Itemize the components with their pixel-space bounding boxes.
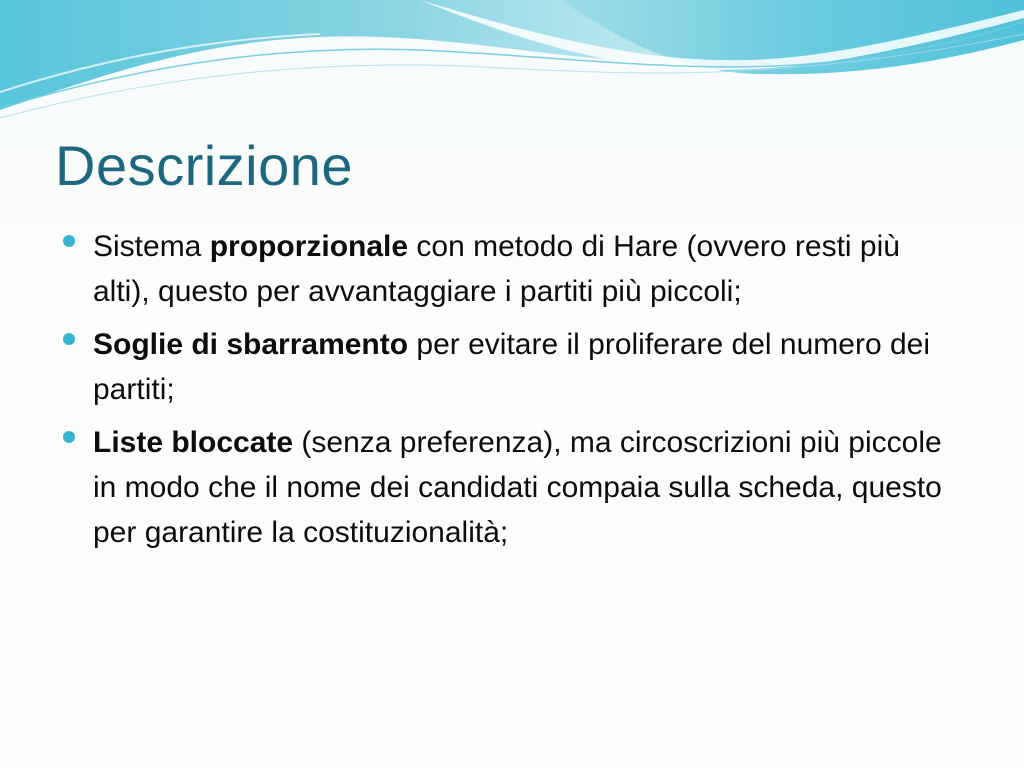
decorative-wave-header bbox=[0, 0, 1024, 130]
bullet-dot-icon bbox=[63, 431, 75, 443]
bullet-text-bold: Soglie di sbarramento bbox=[93, 328, 409, 361]
bullet-text-bold: proporzionale bbox=[209, 230, 409, 263]
bullet-text-bold: Liste bloccate bbox=[93, 426, 294, 459]
slide-title: Descrizione bbox=[55, 134, 354, 197]
bullet-text-pre: Sistema bbox=[93, 230, 210, 263]
bullet-item bbox=[60, 224, 960, 314]
bullet-dot-icon bbox=[63, 235, 75, 247]
bullet-text-post: (senza preferenza), ma circoscrizioni più piccole in modo che il nome dei candidati compaia sulla scheda, questo per garantire la costituzionalità; bbox=[93, 426, 942, 549]
bullet-text-post: con metodo di Hare (ovvero resti più alti), questo per avvantaggiare i partiti più piccoli; bbox=[93, 230, 900, 308]
bullet-list bbox=[60, 224, 960, 563]
bullet-item bbox=[60, 322, 960, 412]
bullet-item bbox=[60, 420, 960, 555]
bullet-text-post: per evitare il proliferare del numero dei partiti; bbox=[93, 328, 931, 406]
bullet-dot-icon bbox=[63, 333, 75, 345]
